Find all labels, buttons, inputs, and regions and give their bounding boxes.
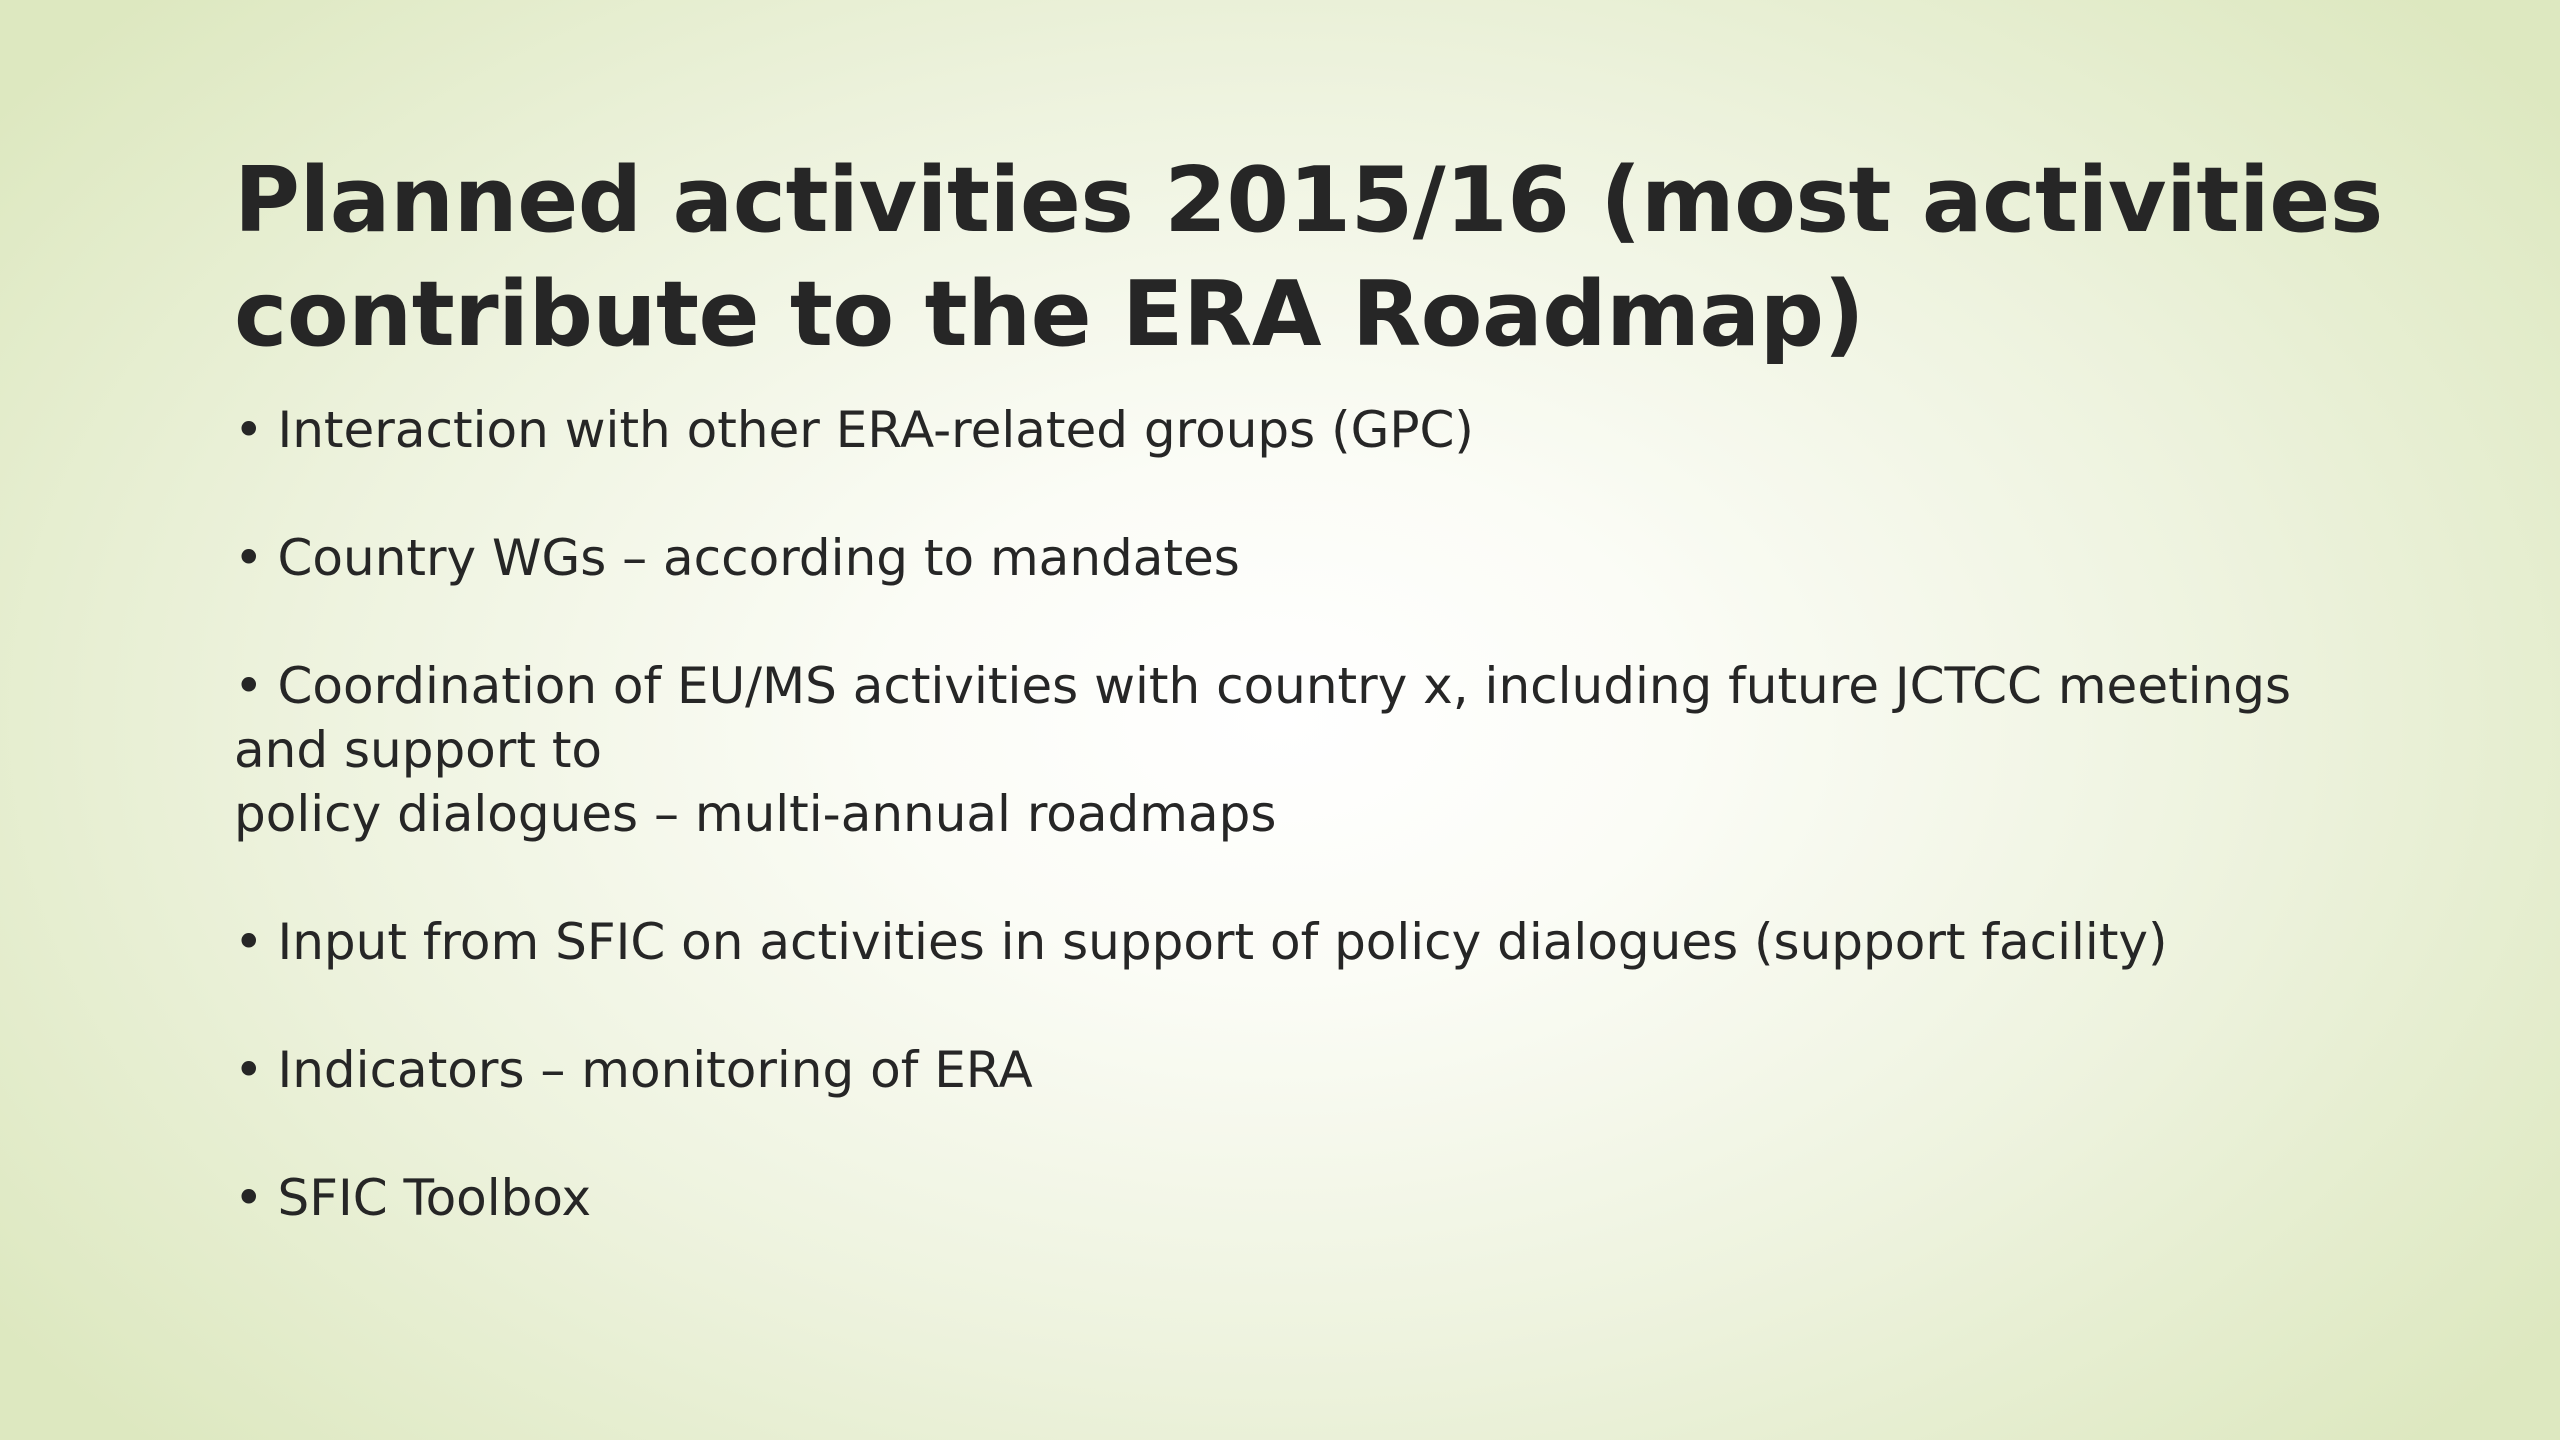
bullet-text-continuation: and support to bbox=[234, 721, 603, 779]
bullet-text: Interaction with other ERA-related groups (GPC) bbox=[277, 401, 1474, 459]
bullet-item-sfic-input bbox=[234, 910, 2414, 974]
bullet-text: Coordination of EU/MS activities with country x, including future JCTCC meetings bbox=[277, 657, 2292, 715]
slide-title bbox=[234, 144, 2434, 372]
bullet-item-indicators bbox=[234, 1038, 2414, 1102]
bullet-marker: • bbox=[234, 1041, 264, 1099]
bullet-marker: • bbox=[234, 401, 264, 459]
slide-title-line-2: contribute to the ERA Roadmap) bbox=[234, 262, 1865, 367]
bullet-list bbox=[234, 398, 2414, 1294]
bullet-marker: • bbox=[234, 657, 264, 715]
bullet-marker: • bbox=[234, 529, 264, 587]
bullet-item-coordination bbox=[234, 654, 2414, 846]
slide-title-line-1: Planned activities 2015/16 (most activities bbox=[234, 148, 2383, 253]
bullet-text-continuation: policy dialogues – multi-annual roadmaps bbox=[234, 785, 1277, 843]
bullet-item-sfic-toolbox bbox=[234, 1166, 2414, 1230]
bullet-text: Country WGs – according to mandates bbox=[277, 529, 1240, 587]
bullet-marker: • bbox=[234, 1169, 264, 1227]
bullet-marker: • bbox=[234, 913, 264, 971]
bullet-item-interaction bbox=[234, 398, 2414, 462]
bullet-item-country-wgs bbox=[234, 526, 2414, 590]
bullet-text: SFIC Toolbox bbox=[277, 1169, 592, 1227]
bullet-text: Indicators – monitoring of ERA bbox=[277, 1041, 1033, 1099]
bullet-text: Input from SFIC on activities in support of policy dialogues (support facility) bbox=[277, 913, 2168, 971]
